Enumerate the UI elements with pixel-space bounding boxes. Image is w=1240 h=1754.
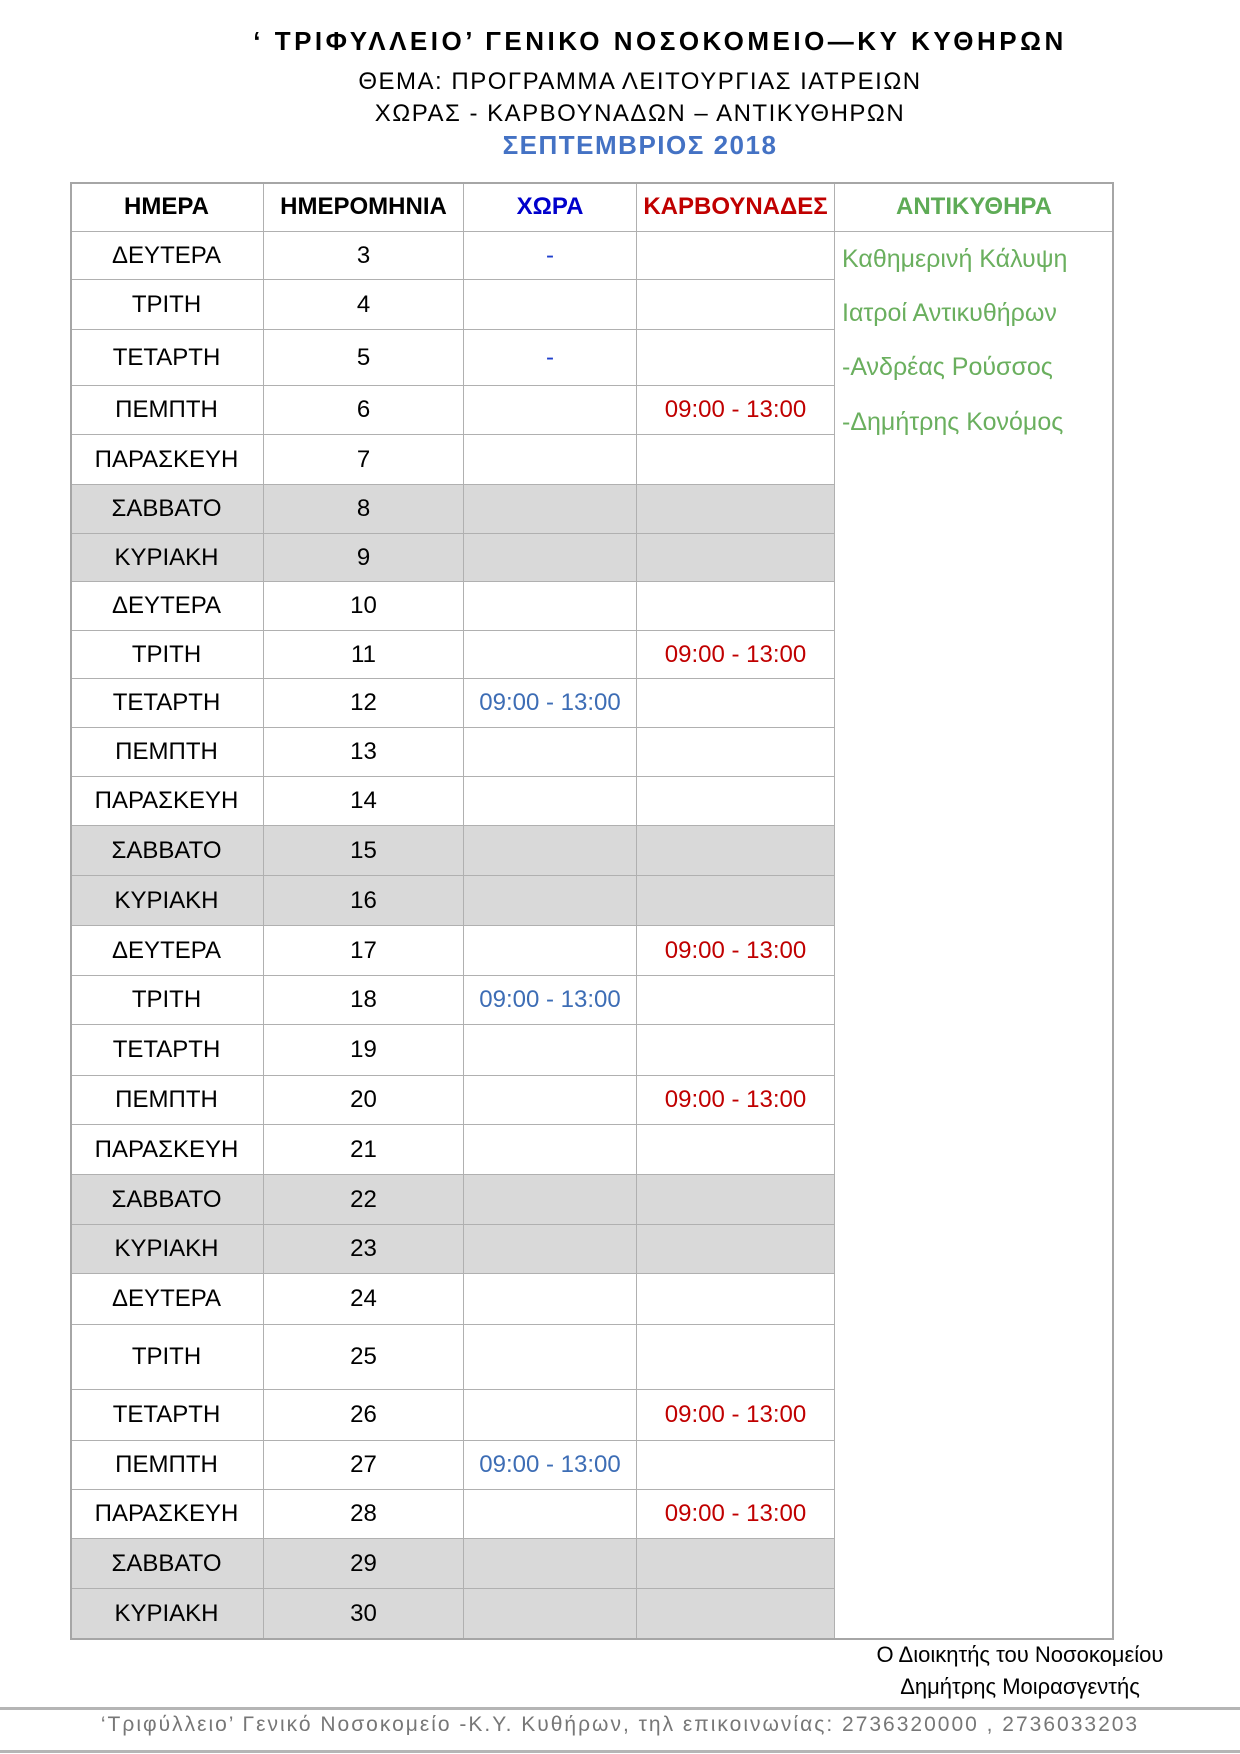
date-cell: 16	[264, 876, 464, 926]
karvounades-cell	[637, 1274, 835, 1325]
day-cell: ΤΡΙΤΗ	[70, 280, 264, 330]
date-cell: 5	[264, 330, 464, 386]
footer-contact: ‘Τριφύλλειο’ Γενικό Νοσοκομείο -Κ.Υ. Κυθήρων, τηλ επικοινωνίας: 2736320000 , 2736033203	[100, 1713, 1140, 1736]
footer-top-rule	[0, 1707, 1240, 1710]
date-cell: 13	[264, 728, 464, 777]
day-cell: ΤΡΙΤΗ	[70, 1325, 264, 1390]
karvounades-cell	[637, 1225, 835, 1274]
date-cell: 29	[264, 1539, 464, 1589]
karvounades-cell: 09:00 - 13:00	[637, 386, 835, 435]
date-cell: 3	[264, 232, 464, 280]
chora-cell	[464, 582, 637, 631]
chora-cell	[464, 631, 637, 679]
date-cell: 11	[264, 631, 464, 679]
date-cell: 6	[264, 386, 464, 435]
day-cell: ΚΥΡΙΑΚΗ	[70, 1589, 264, 1640]
chora-cell	[464, 1539, 637, 1589]
day-cell: ΠΑΡΑΣΚΕΥΗ	[70, 1125, 264, 1175]
day-cell: ΤΕΤΑΡΤΗ	[70, 1025, 264, 1076]
karvounades-cell: 09:00 - 13:00	[637, 631, 835, 679]
karvounades-cell: 09:00 - 13:00	[637, 1490, 835, 1539]
karvounades-cell	[637, 1125, 835, 1175]
chora-cell	[464, 728, 637, 777]
header-antikythira: ΑΝΤΙΚΥΘΗΡΑ	[835, 182, 1114, 232]
chora-cell	[464, 435, 637, 485]
chora-cell: 09:00 - 13:00	[464, 1441, 637, 1490]
chora-cell	[464, 1225, 637, 1274]
month-title: ΣΕΠΤΕΜΒΡΙΟΣ 2018	[502, 130, 778, 160]
day-cell: ΠΑΡΑΣΚΕΥΗ	[70, 777, 264, 826]
chora-cell	[464, 1490, 637, 1539]
karvounades-cell	[637, 232, 835, 280]
karvounades-cell	[637, 777, 835, 826]
hospital-title: ‘ ΤΡΙΦΥΛΛΕΙΟ’ ΓΕΝΙΚΟ ΝΟΣΟΚΟΜΕΙΟ—ΚΥ ΚΥΘΗΡΩΝ	[253, 26, 1067, 56]
chora-cell: -	[464, 232, 637, 280]
karvounades-cell	[637, 1325, 835, 1390]
day-cell: ΤΡΙΤΗ	[70, 976, 264, 1025]
karvounades-cell	[637, 826, 835, 876]
chora-cell	[464, 1125, 637, 1175]
antikythira-note: Ιατροί Αντικυθήρων	[842, 299, 1057, 327]
date-cell: 28	[264, 1490, 464, 1539]
day-cell: ΤΕΤΑΡΤΗ	[70, 1390, 264, 1441]
date-cell: 17	[264, 926, 464, 976]
day-cell: ΔΕΥΤΕΡΑ	[70, 1274, 264, 1325]
date-cell: 25	[264, 1325, 464, 1390]
chora-cell	[464, 485, 637, 534]
antikythira-note: -Ανδρέας Ρούσσος	[842, 353, 1053, 381]
day-cell: ΣΑΒΒΑΤΟ	[70, 1539, 264, 1589]
day-cell: ΠΕΜΠΤΗ	[70, 386, 264, 435]
karvounades-cell	[637, 485, 835, 534]
date-cell: 18	[264, 976, 464, 1025]
karvounades-cell	[637, 1175, 835, 1225]
header-chora: ΧΩΡΑ	[464, 182, 637, 232]
karvounades-cell	[637, 435, 835, 485]
date-cell: 20	[264, 1076, 464, 1125]
day-cell: ΠΕΜΠΤΗ	[70, 728, 264, 777]
karvounades-cell	[637, 280, 835, 330]
chora-cell: 09:00 - 13:00	[464, 679, 637, 728]
day-cell: ΤΡΙΤΗ	[70, 631, 264, 679]
karvounades-cell	[637, 1539, 835, 1589]
day-cell: ΚΥΡΙΑΚΗ	[70, 1225, 264, 1274]
karvounades-cell: 09:00 - 13:00	[637, 1390, 835, 1441]
day-cell: ΤΕΤΑΡΤΗ	[70, 330, 264, 386]
day-cell: ΠΕΜΠΤΗ	[70, 1441, 264, 1490]
date-cell: 24	[264, 1274, 464, 1325]
chora-cell	[464, 1325, 637, 1390]
karvounades-cell	[637, 976, 835, 1025]
date-cell: 10	[264, 582, 464, 631]
signature-title: Ο Διοικητής του Νοσοκομείου	[876, 1642, 1164, 1667]
chora-cell	[464, 826, 637, 876]
date-cell: 15	[264, 826, 464, 876]
chora-cell	[464, 1390, 637, 1441]
chora-cell	[464, 926, 637, 976]
signature-name: Δημήτρης Μοιρασγεντής	[900, 1674, 1140, 1699]
day-cell: ΠΑΡΑΣΚΕΥΗ	[70, 435, 264, 485]
chora-cell	[464, 534, 637, 582]
karvounades-cell: 09:00 - 13:00	[637, 1076, 835, 1125]
subject-line-2: ΧΩΡΑΣ - ΚΑΡΒΟΥΝΑΔΩΝ – ΑΝΤΙΚΥΘΗΡΩΝ	[374, 100, 906, 127]
karvounades-cell: 09:00 - 13:00	[637, 926, 835, 976]
chora-cell	[464, 1589, 637, 1640]
date-cell: 30	[264, 1589, 464, 1640]
day-cell: ΣΑΒΒΑΤΟ	[70, 826, 264, 876]
day-cell: ΠΑΡΑΣΚΕΥΗ	[70, 1490, 264, 1539]
karvounades-cell	[637, 728, 835, 777]
footer-bottom-rule	[0, 1750, 1240, 1753]
date-cell: 14	[264, 777, 464, 826]
date-cell: 7	[264, 435, 464, 485]
day-cell: ΔΕΥΤΕΡΑ	[70, 582, 264, 631]
chora-cell: 09:00 - 13:00	[464, 976, 637, 1025]
day-cell: ΔΕΥΤΕΡΑ	[70, 926, 264, 976]
chora-cell	[464, 1025, 637, 1076]
antikythira-note: -Δημήτρης Κονόμος	[842, 408, 1064, 436]
chora-cell	[464, 1076, 637, 1125]
date-cell: 26	[264, 1390, 464, 1441]
chora-cell	[464, 876, 637, 926]
karvounades-cell	[637, 330, 835, 386]
karvounades-cell	[637, 679, 835, 728]
date-cell: 12	[264, 679, 464, 728]
date-cell: 21	[264, 1125, 464, 1175]
chora-cell	[464, 777, 637, 826]
chora-cell	[464, 1274, 637, 1325]
antikythira-column-cell	[835, 232, 1114, 1640]
day-cell: ΣΑΒΒΑΤΟ	[70, 1175, 264, 1225]
date-cell: 4	[264, 280, 464, 330]
karvounades-cell	[637, 1025, 835, 1076]
date-cell: 19	[264, 1025, 464, 1076]
header-karvounades: ΚΑΡΒΟΥΝΑΔΕΣ	[637, 182, 835, 232]
karvounades-cell	[637, 876, 835, 926]
date-cell: 27	[264, 1441, 464, 1490]
date-cell: 9	[264, 534, 464, 582]
day-cell: ΤΕΤΑΡΤΗ	[70, 679, 264, 728]
subject-line-1: ΘΕΜΑ: ΠΡΟΓΡΑΜΜΑ ΛΕΙΤΟΥΡΓΙΑΣ ΙΑΤΡΕΙΩΝ	[358, 68, 922, 95]
day-cell: ΔΕΥΤΕΡΑ	[70, 232, 264, 280]
karvounades-cell	[637, 1589, 835, 1640]
day-cell: ΠΕΜΠΤΗ	[70, 1076, 264, 1125]
karvounades-cell	[637, 582, 835, 631]
karvounades-cell	[637, 1441, 835, 1490]
day-cell: ΚΥΡΙΑΚΗ	[70, 534, 264, 582]
date-cell: 22	[264, 1175, 464, 1225]
day-cell: ΚΥΡΙΑΚΗ	[70, 876, 264, 926]
header-day: ΗΜΕΡΑ	[70, 182, 264, 232]
karvounades-cell	[637, 534, 835, 582]
header-date: ΗΜΕΡΟΜΗΝΙΑ	[264, 182, 464, 232]
day-cell: ΣΑΒΒΑΤΟ	[70, 485, 264, 534]
chora-cell: -	[464, 330, 637, 386]
chora-cell	[464, 386, 637, 435]
date-cell: 23	[264, 1225, 464, 1274]
date-cell: 8	[264, 485, 464, 534]
antikythira-note: Καθημερινή Κάλυψη	[842, 245, 1068, 273]
chora-cell	[464, 1175, 637, 1225]
chora-cell	[464, 280, 637, 330]
